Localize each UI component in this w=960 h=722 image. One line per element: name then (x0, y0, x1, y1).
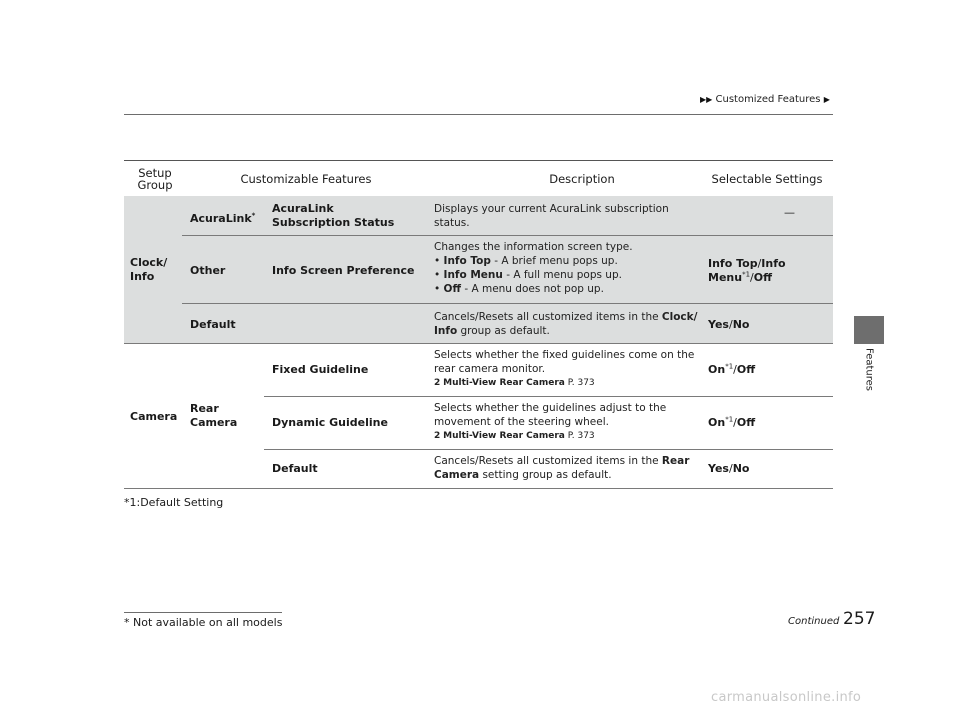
description-clock-default: Cancels/Resets all customized items in the Clock/ Info group as default. (434, 311, 698, 337)
settings-dynamic-guideline: On$^{*1}$/Off (708, 415, 756, 429)
not-all-models-mark: * (251, 211, 256, 220)
section-tab-marker[interactable] (854, 316, 884, 344)
header-divider (124, 114, 833, 115)
availability-note: * Not available on all models (124, 616, 283, 629)
subgroup-default: Default (190, 318, 236, 331)
default-setting-footnote: *1:Default Setting (124, 496, 224, 509)
header-description: Description (549, 172, 615, 186)
subgroup-acuralink: AcuraLink* (190, 211, 256, 225)
feature-camera-default: Default (272, 462, 318, 475)
watermark: carmanualsonline.info (711, 690, 862, 705)
settings-fixed-guideline: On$^{*1}$/Off (708, 362, 756, 376)
row-divider (182, 303, 833, 304)
description-fixed-guideline: Selects whether the fixed guidelines come on the rear camera monitor. 2 Multi-View Rear Camera P. 373 (434, 348, 704, 389)
header-setup-group: Setup Group (137, 166, 173, 192)
settings-clock-default: Yes/No (708, 318, 750, 331)
row-divider (264, 449, 833, 450)
cross-reference-link[interactable]: 2 Multi-View Rear Camera P. 373 (434, 431, 595, 441)
reference-arrow-icon: 2 (434, 378, 441, 388)
table-bottom-border (124, 488, 833, 489)
cross-reference-link[interactable]: 2 Multi-View Rear Camera P. 373 (434, 378, 595, 388)
breadcrumb (700, 94, 830, 105)
row-divider (264, 396, 833, 397)
header-customizable-features: Customizable Features (240, 172, 372, 186)
table-header-row (124, 160, 833, 198)
breadcrumb-title[interactable]: Customized Features (715, 94, 821, 105)
feature-acuralink-subscription-status: AcuraLink Subscription Status (272, 202, 395, 229)
description-camera-default: Cancels/Resets all customized items in the Rear Camera setting group as default. (434, 455, 690, 481)
group-camera: Camera (130, 410, 178, 423)
settings-camera-default: Yes/No (708, 462, 750, 475)
footer-divider (124, 612, 282, 613)
list-item: • Info Menu - A full menu pops up. (434, 269, 622, 281)
page-number: 257 (843, 609, 876, 629)
breadcrumb-arrow-icon: ▶▶ (700, 95, 713, 104)
feature-fixed-guideline: Fixed Guideline (272, 363, 369, 376)
feature-info-screen-preference: Info Screen Preference (272, 264, 415, 277)
subgroup-other: Other (190, 264, 226, 277)
feature-dynamic-guideline: Dynamic Guideline (272, 416, 388, 429)
subgroup-rear-camera: Rear Camera (190, 402, 238, 429)
breadcrumb-arrow-icon: ▶ (823, 95, 830, 104)
group-clock-info: Clock/ Info (130, 256, 168, 283)
description-dynamic-guideline: Selects whether the guidelines adjust to the movement of the steering wheel. 2 Multi-View Rear Camera P. 373 (434, 401, 704, 442)
section-tab-label: Features (863, 348, 875, 391)
group-divider (124, 343, 833, 344)
reference-arrow-icon: 2 (434, 431, 441, 441)
list-item: • Off - A menu does not pop up. (434, 283, 604, 295)
description-acuralink: Displays your current AcuraLink subscription status. (434, 203, 669, 229)
continued-label: Continued (788, 616, 840, 627)
settings-info-screen: Info Top/Info Menu$^{*1}$/Off (708, 257, 786, 284)
header-selectable-settings: Selectable Settings (711, 172, 823, 186)
settings-acuralink: — (784, 206, 795, 219)
description-info-screen: Changes the information screen type. • Info Top - A brief menu pops up. • Info Menu - A full menu pops up. • Off - A menu does not pop up. (434, 240, 694, 296)
row-divider (182, 235, 833, 236)
list-item: • Info Top - A brief menu pops up. (434, 255, 618, 267)
